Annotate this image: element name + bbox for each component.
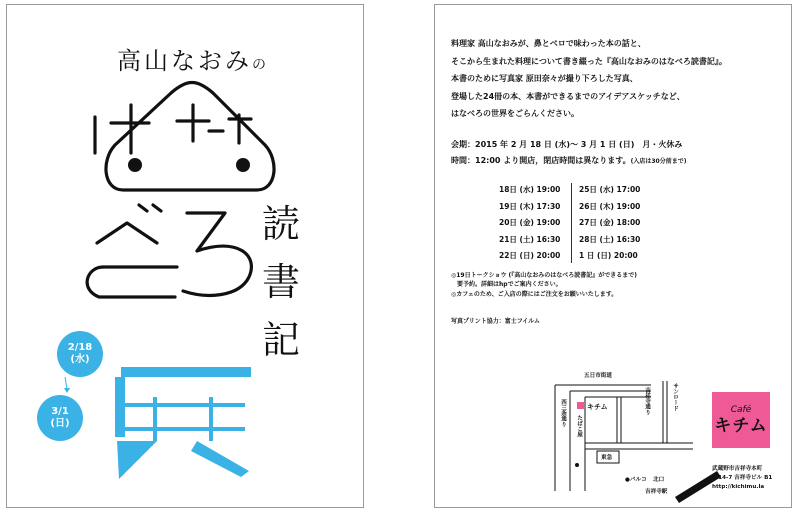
start-day: (水)	[70, 354, 90, 365]
map-label-parco: ●パルコ	[625, 477, 647, 483]
end-date: 3/1	[51, 406, 69, 417]
flyer-front	[6, 4, 364, 508]
note-line-1: ◎19日トークショウ (『高山なおみのはなべろ読書記』ができるまで)	[451, 272, 638, 279]
cafe-logo	[712, 392, 770, 448]
map-label-right-road: サンロード	[672, 383, 678, 411]
address-line-1: 武蔵野市吉祥寺本町	[712, 466, 763, 472]
map-label-top-road: 五日市街道	[584, 373, 612, 379]
map-label-station: 吉祥寺駅	[645, 489, 668, 495]
author-main: 高山なおみ	[117, 47, 252, 75]
end-date-badge	[37, 395, 83, 441]
intro-line-3: 本書のために写真家 原田奈々が撮り下ろした写真、	[451, 74, 638, 84]
schedule-row: 20日 (金) 19:00	[499, 218, 561, 228]
intro-line-2: そこから生まれた料理について書き綴った『高山なおみのはなべろ読書記』。	[451, 56, 727, 66]
schedule-row: 1 日 (日) 20:00	[579, 251, 638, 261]
start-date-badge	[57, 331, 103, 377]
website-url: http://kichimu.la	[712, 484, 765, 490]
map-label-tobacco: たばこ屋	[576, 415, 582, 438]
hours-text: 時間：12:00 より開店，閉店時間は異なります。	[451, 156, 631, 165]
flyer-back	[434, 4, 792, 508]
address	[712, 465, 772, 492]
map-label-tokyu: 東急	[601, 455, 613, 461]
subtitle-vertical	[261, 195, 301, 369]
schedule-row: 26日 (木) 19:00	[579, 201, 641, 211]
schedule-row: 19日 (木) 17:30	[499, 201, 561, 211]
schedule-row: 28日 (土) 16:30	[579, 234, 641, 244]
note-line-2: 要予約。詳細はhpでご案内ください。	[451, 281, 562, 289]
subtitle-char-3: 記	[261, 318, 300, 362]
subtitle-char-1: 読	[261, 202, 300, 246]
subtitle-char-2: 書	[261, 260, 300, 304]
period-dates: 会期：2015 年 2 月 18 日 (水)～ 3 月 1 日 (日) 月・火休み	[451, 140, 683, 149]
schedule-row: 25日 (水) 17:00	[579, 185, 641, 194]
address-line-2: 2-14-7 吉祥寺ビル B1	[712, 475, 773, 481]
intro-line-5: はなべろの世界をごらんください。	[451, 109, 579, 119]
start-date: 2/18	[67, 342, 93, 353]
intro-line-4: 登場した24冊の本、本書ができるまでのアイデアスケッチなど、	[451, 91, 685, 101]
map-label-shop: キチム	[587, 403, 608, 411]
schedule-row: 21日 (土) 16:30	[499, 234, 561, 244]
logo-name: キチム	[714, 416, 768, 436]
map-label-mid-road: 吉祥寺通り	[644, 387, 650, 415]
map-label-left-road: 西三条通り	[560, 399, 566, 427]
schedule-row: 27日 (金) 18:00	[579, 218, 641, 228]
schedule-row: 22日 (日) 20:00	[499, 251, 561, 261]
logo-cafe: Café	[730, 405, 752, 415]
shop-marker	[577, 402, 584, 409]
hours-note: (入店は30分前まで)	[630, 158, 687, 165]
note-line-3: ◎カフェのため、ご入店の際にはご注文をお願いいたします。	[451, 290, 618, 298]
map-label-north-exit: 北口	[653, 477, 665, 483]
schedule-row: 18日 (水) 19:00	[499, 185, 561, 194]
author-no: の	[252, 57, 269, 73]
photo-credit: 写真プリント協力：富士フイルム	[451, 318, 540, 325]
intro-line-1: 料理家 高山なおみが、鼻とベロで味わった本の話と、	[451, 39, 646, 48]
end-day: (日)	[50, 418, 70, 429]
